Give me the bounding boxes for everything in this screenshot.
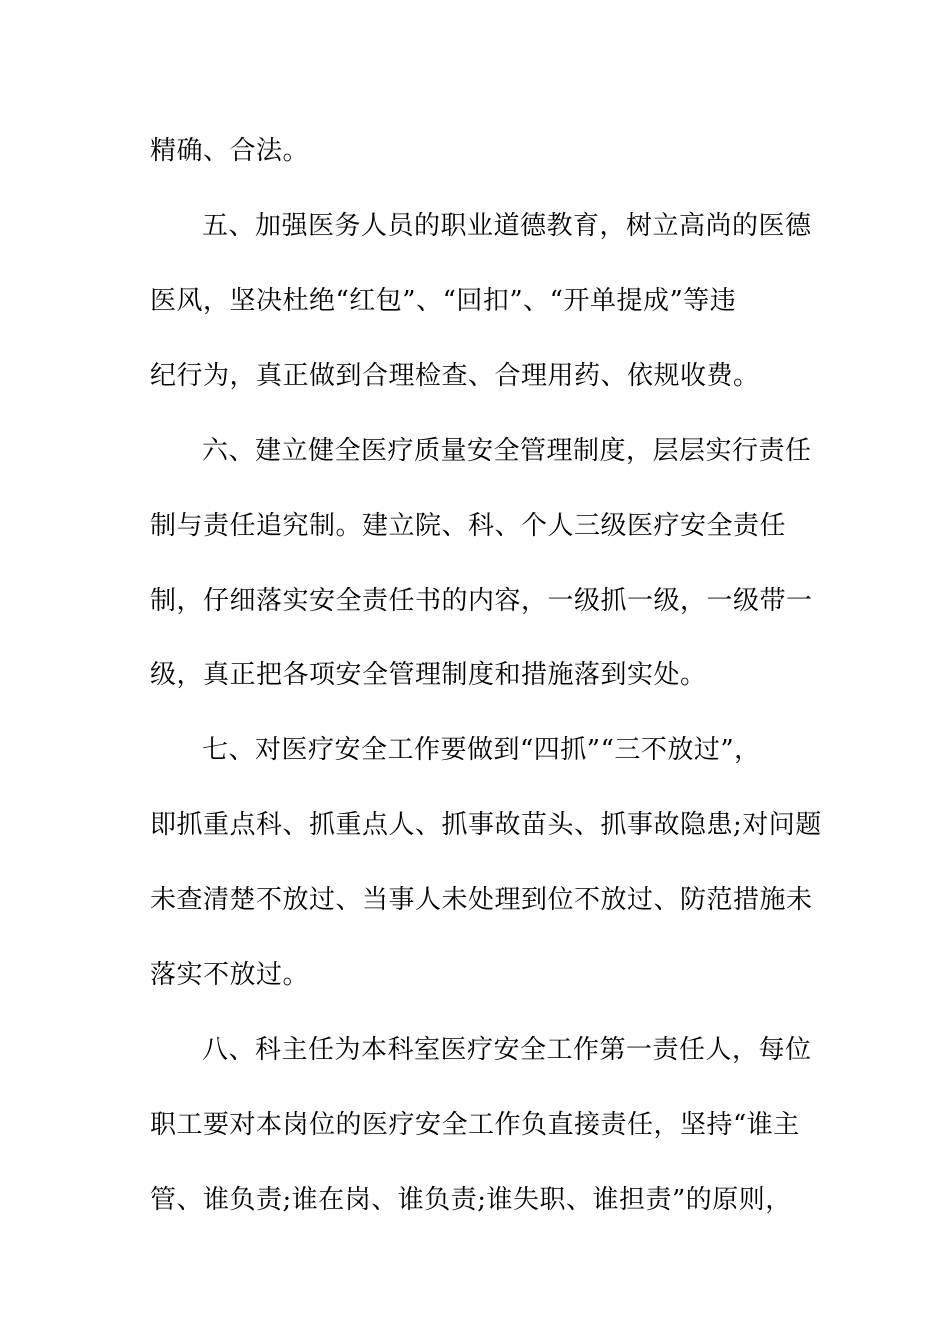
paragraph-5-line-1: 五、加强医务人员的职业道德教育，树立高尚的医德	[202, 211, 812, 241]
text-line: 医风，坚决杜绝“红包”、“回扣”、“开单提成”等违	[150, 286, 737, 316]
paragraph-6-line-1: 六、建立健全医疗质量安全管理制度，层层实行责任	[202, 436, 812, 466]
text-line: 级，真正把各项安全管理制度和措施落到实处。	[150, 660, 707, 690]
text-line: 管、谁负责;谁在岗、谁负责;谁失职、谁担责”的原则，	[150, 1185, 792, 1215]
text-line: 精确、合法。	[150, 136, 310, 166]
text-line: 制与责任追究制。建立院、科、个人三级医疗安全责任	[150, 511, 787, 541]
text-line: 落实不放过。	[150, 960, 310, 990]
text-line: 纪行为，真正做到合理检查、合理用药、依规收费。	[150, 361, 760, 391]
text-line: 即抓重点科、抓重点人、抓事故苗头、抓事故隐患;对问题	[150, 810, 822, 840]
paragraph-8-line-1: 八、科主任为本科室医疗安全工作第一责任人，每位	[202, 1035, 812, 1065]
paragraph-7-line-1: 七、对医疗安全工作要做到“四抓”“三不放过”，	[202, 735, 761, 765]
text-line: 职工要对本岗位的医疗安全工作负直接责任，坚持“谁主	[150, 1110, 800, 1140]
text-line: 未查清楚不放过、当事人未处理到位不放过、防范措施未	[150, 885, 813, 915]
text-line: 制，仔细落实安全责任书的内容，一级抓一级，一级带一	[150, 586, 813, 616]
